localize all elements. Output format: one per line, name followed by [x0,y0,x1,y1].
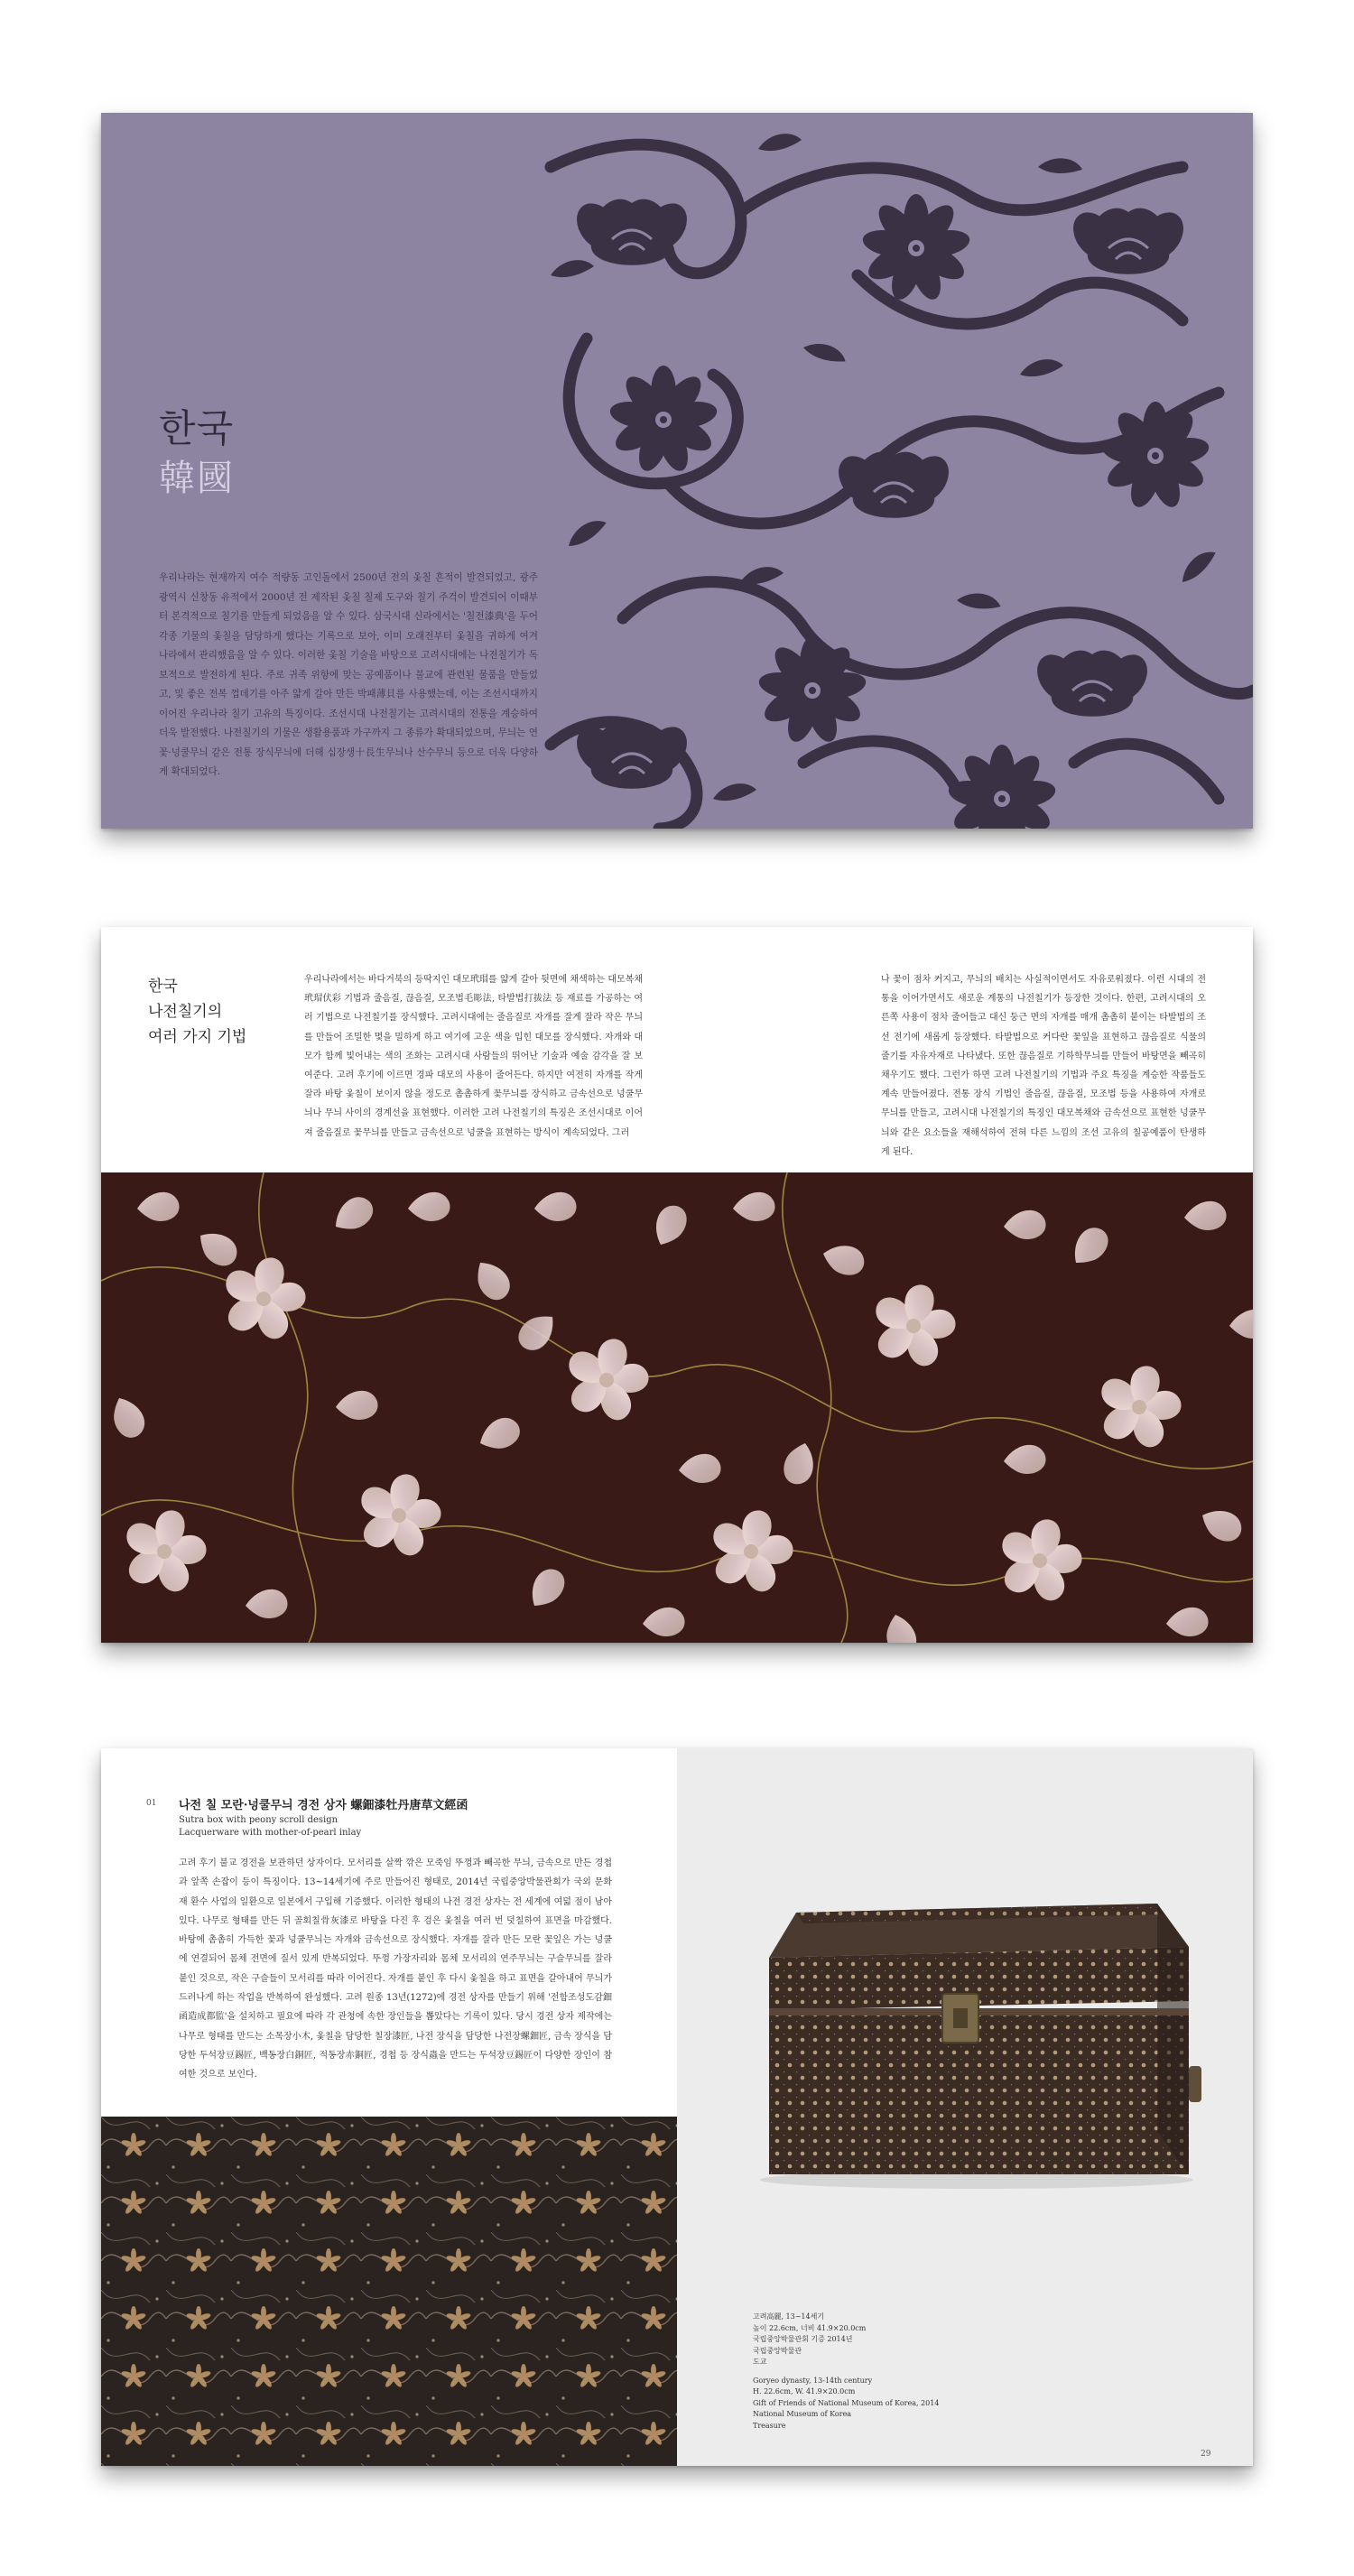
techniques-body-column-2: 나 꽃이 점차 커지고, 무늬의 배치는 사실적이면서도 자유로워졌다. 이런 시대의 전통을 이어가면서도 새로운 계통의 나전칠기가 등장한 것이다. 한편, 고려시대의 오른쪽 사용이 점차 줄어들고 대신 둥근 면의 자개를 매개 촘촘히 붙이는 타발법의 조선 전기에 새롭게 등장했다. 타발법으로 커다란 꽃잎을 표현하고 끊음질로 식물의 줄기를 자유자재로 나타냈다. 또한 끊음질로 기하학무늬를 만들어 바탕면을 빼곡히 채우기도 했다. 그런가 하면 고려 나전칠기의 기법과 주요 특징을 계승한 작품들도 계속 만들어졌다. 전통 장식 기법인 줄음질, 끊음질, 모조법 등을 사용하여 자개로 무늬를 만들고, 고려시대 나전칠기의 특징인 대모복채와 금속선으로 표현한 넝쿨무늬와 같은 요소들을 재해석하여 전혀 다른 느낌의 조선 고유의 칠공예품이 탄생하게 된다. [881,975,1206,1157]
caption-line-en: H. 22.6cm, W. 41.9×20.0cm [753,2387,856,2395]
section-title-korean: 한국 [159,406,235,450]
artifact-subtitle-english: Lacquerware with mother-of-pearl inlay [179,1828,362,1838]
caption-line-ko: 국립중앙박물관 [753,2346,802,2355]
techniques-body-column-1: 우리나라에서는 바다거북의 등딱지인 대모玳瑁를 얇게 갈아 뒷면에 채색하는 대모복채玳瑁伏彩 기법과 줄음질, 끊음질, 모조법毛彫法, 타발법打拔法 등 재료를 가공하는 여러 기법으로 나전칠기를 장식했다. 고려시대에는 줄음질로 자개를 잘게 잘라 작은 무늬를 만들어 조밀한 몇을 밀하게 하고 여기에 고운 색을 입힌 대모를 장식했다. 자개와 대모가 함께 빛어내는 색의 조화는 고려시대 사람들의 뛰어난 기술과 예술 감각을 잘 보여준다. 고려 후기에 이르면 경파 대모의 사용이 줄어든다. 하지만 여전히 자개를 작게 잘라 바탕 옻칠이 보이지 않을 정도로 촘촘하게 꽃무늬를 장식하고 금속선으로 넝쿨무늬나 무늬 사이의 경계선을 표현했다. 이러한 고려 나전칠기의 특징은 조선시대로 이어져 줄음질로 꽃무늬를 만들고 금속선으로 넝쿨을 표현하는 방식이 계속되었다. 그러 [304,975,643,1138]
techniques-title-line: 한국 [148,978,178,996]
section-title-hanja: 韓國 [159,458,235,499]
page-number-left: 01 [146,1799,157,1808]
spread-korea-intro [101,113,1253,829]
artifact-body-text: 고려 후기 불교 경전을 보관하던 상자이다. 모서리를 살짝 깎은 모죽임 뚜껑과 빼곡한 무늬, 금속으로 만든 경첩과 앞쪽 손잡이 등이 특징이다. 13~14세기에 주로 만들어진 형태로, 2014년 국립중앙박물관회가 국외 문화재 환수 사업의 일환으로 일본에서 구입해 기증했다. 이러한 형태의 나전 경전 상자는 전 세계에 여덟 점이 남아 있다. 나무로 형태를 만든 뒤 골회칠骨灰漆로 바탕을 다진 후 검은 옻칠을 여러 번 덧칠하여 표면을 마감했다. 바탕에 촘촘히 가득한 꽃과 넝쿨무늬는 자개와 금속선으로 장식했다. 자개를 잘라 만든 모란 꽃잎은 가는 넝쿨에 연결되어 몸체 전면에 질서 있게 반복되었다. 뚜껑 가장자리와 몸체 모서리의 연주무늬는 구슬무늬를 잘라 붙인 것으로, 작은 구슬들이 모서리를 따라 이어진다. 자개를 붙인 후 다시 옻칠을 하고 표면을 갈아내어 무늬가 드러나게 하는 작업을 반복하여 완성했다. 고려 원종 13년(1272)에 경전 상자를 만들기 위해 '전함조성도감鈿函造成都監'을 설치하고 필요에 따라 각 관청에 속한 장인들을 뽑았다는 기록이 있다. 당시 경전 상자 제작에는 나무로 형태를 만드는 소목장小木, 옻칠을 담당한 칠장漆匠, 나전 장식을 담당한 나전장螺鈿匠, 금속 장식을 담당한 두석장豆錫匠, 백동장白銅匠, 적동장赤銅匠, 경첩 등 장식蟲을 만드는 두석장豆錫匠이 다양한 장인이 참여한 것으로 보인다. [179,1858,612,2080]
caption-line-ko: 국립중앙박물관회 기증 2014년 [753,2335,853,2343]
spread-sutra-box [101,1748,1253,2466]
floral-scroll-pattern-image [533,113,1253,829]
caption-line-ko: 고려高麗, 13~14세기 [753,2312,825,2321]
intro-body-text: 우리나라는 현재까지 여수 적량동 고인돌에서 2500년 전의 옻칠 흔적이 발견되었고, 광주광역시 신창동 유적에서 2000년 전 제작된 옻칠 칠제 도구와 칠기 주걱이 발견되어 이때부터 본격적으로 칠기를 만들게 되었음을 알 수 있다. 삼국시대 신라에서는 '칠전漆典'을 두어 각종 기물의 옻칠을 담당하게 했다는 기록으로 보아, 이미 오래전부터 옻칠을 귀하게 여겨 나라에서 관리했음을 알 수 있다. 이러한 옻칠 기술을 바탕으로 고려시대에는 나전칠기가 독보적으로 발전하게 된다. 주로 귀족 위항에 맞는 공예품이나 불교에 관련된 물품을 만들었고, 및 좋은 전복 껍데기를 아주 얇게 갈아 만든 박패薄貝를 사용했는데, 이는 조선시대까지 이어진 우리나라 칠기 고유의 특징이다. 조선시대 나전칠기는 고려시대의 전통을 계승하여 더욱 발전했다. 나전칠기의 기물은 생활용품과 가구까지 그 종류가 확대되었으며, 무늬는 연꽃·넝쿨무늬 같은 전통 장식무늬에 더해 십장생十長生무늬나 산수무늬 등으로 더욱 다양하게 확대되었다. [159,572,538,777]
artifact-title-english: Sutra box with peony scroll design [179,1815,338,1825]
lacquer-detail-image [101,2117,677,2466]
caption-line-en: Treasure [753,2421,786,2430]
sutra-box-photo [733,1895,1204,2192]
caption-line-en: Gift of Friends of National Museum of Korea, 2014 [753,2398,940,2407]
techniques-title-line: 나전칠기의 [148,1003,223,1021]
page-number-right: 29 [1201,2450,1211,2459]
artifact-title: 나전 칠 모란·넝쿨무늬 경전 상자 螺鈿漆牡丹唐草文經函 [179,1799,468,1812]
artifact-caption [753,2312,939,2432]
techniques-title-line: 여러 가지 기법 [148,1028,247,1046]
techniques-title [148,974,246,1050]
caption-line-en: National Museum of Korea [753,2410,852,2418]
caption-line-en: Goryeo dynasty, 13-14th century [753,2376,873,2385]
mother-of-pearl-inlay-image [101,1172,1253,1643]
spread-techniques [101,927,1253,1643]
caption-line-ko: 도교 [753,2358,767,2366]
caption-line-ko: 높이 22.6cm, 너비 41.9×20.0cm [753,2323,867,2332]
